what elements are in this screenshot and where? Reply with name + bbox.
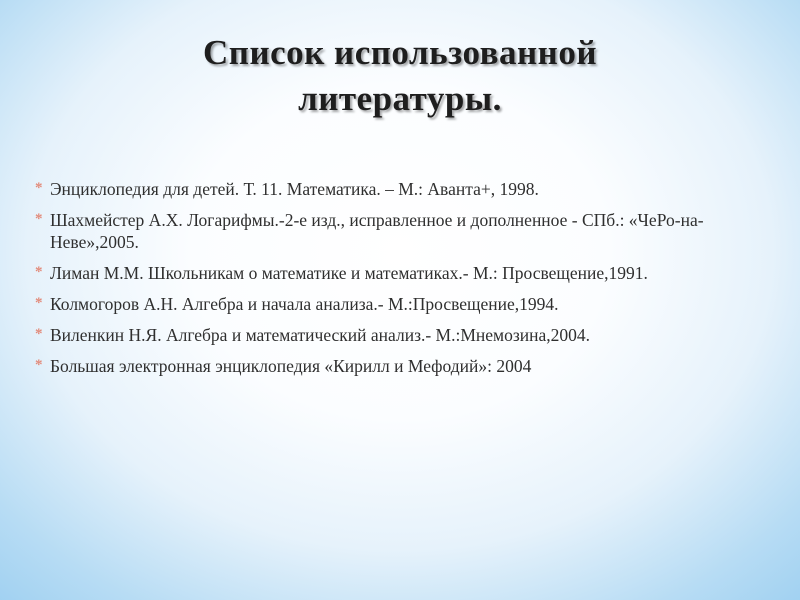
reference-item	[30, 324, 720, 346]
bullet-icon: *	[35, 326, 43, 342]
reference-text: Колмогоров А.Н. Алгебра и начала анализа.- М.:Просвещение,1994.	[50, 294, 559, 314]
slide-title-line2: литературы.	[298, 79, 502, 118]
slide-title	[80, 30, 720, 122]
reference-text: Энциклопедия для детей. Т. 11. Математика. – М.: Аванта+, 1998.	[50, 179, 539, 199]
reference-item	[30, 209, 720, 253]
reference-text: Виленкин Н.Я. Алгебра и математический анализ.- М.:Мнемозина,2004.	[50, 325, 591, 345]
bullet-icon: *	[35, 211, 43, 227]
reference-item	[30, 262, 720, 284]
reference-text: Большая электронная энциклопедия «Кирилл и Мефодий»: 2004	[50, 356, 532, 376]
reference-item	[30, 293, 720, 315]
bullet-icon: *	[35, 264, 43, 280]
bullet-icon: *	[35, 180, 43, 196]
reference-item	[30, 355, 720, 377]
bullet-icon: *	[35, 295, 43, 311]
slide-title-line1: Список использованной	[203, 33, 597, 72]
bullet-icon: *	[35, 357, 43, 373]
reference-text: Лиман М.М. Школьникам о математике и математиках.- М.: Просвещение,1991.	[50, 263, 648, 283]
reference-item	[30, 178, 720, 200]
reference-list	[30, 178, 720, 386]
reference-text: Шахмейстер А.Х. Логарифмы.-2-е изд., исправленное и дополненное - СПб.: «ЧеРо-на-Неве»,2005.	[50, 210, 704, 252]
